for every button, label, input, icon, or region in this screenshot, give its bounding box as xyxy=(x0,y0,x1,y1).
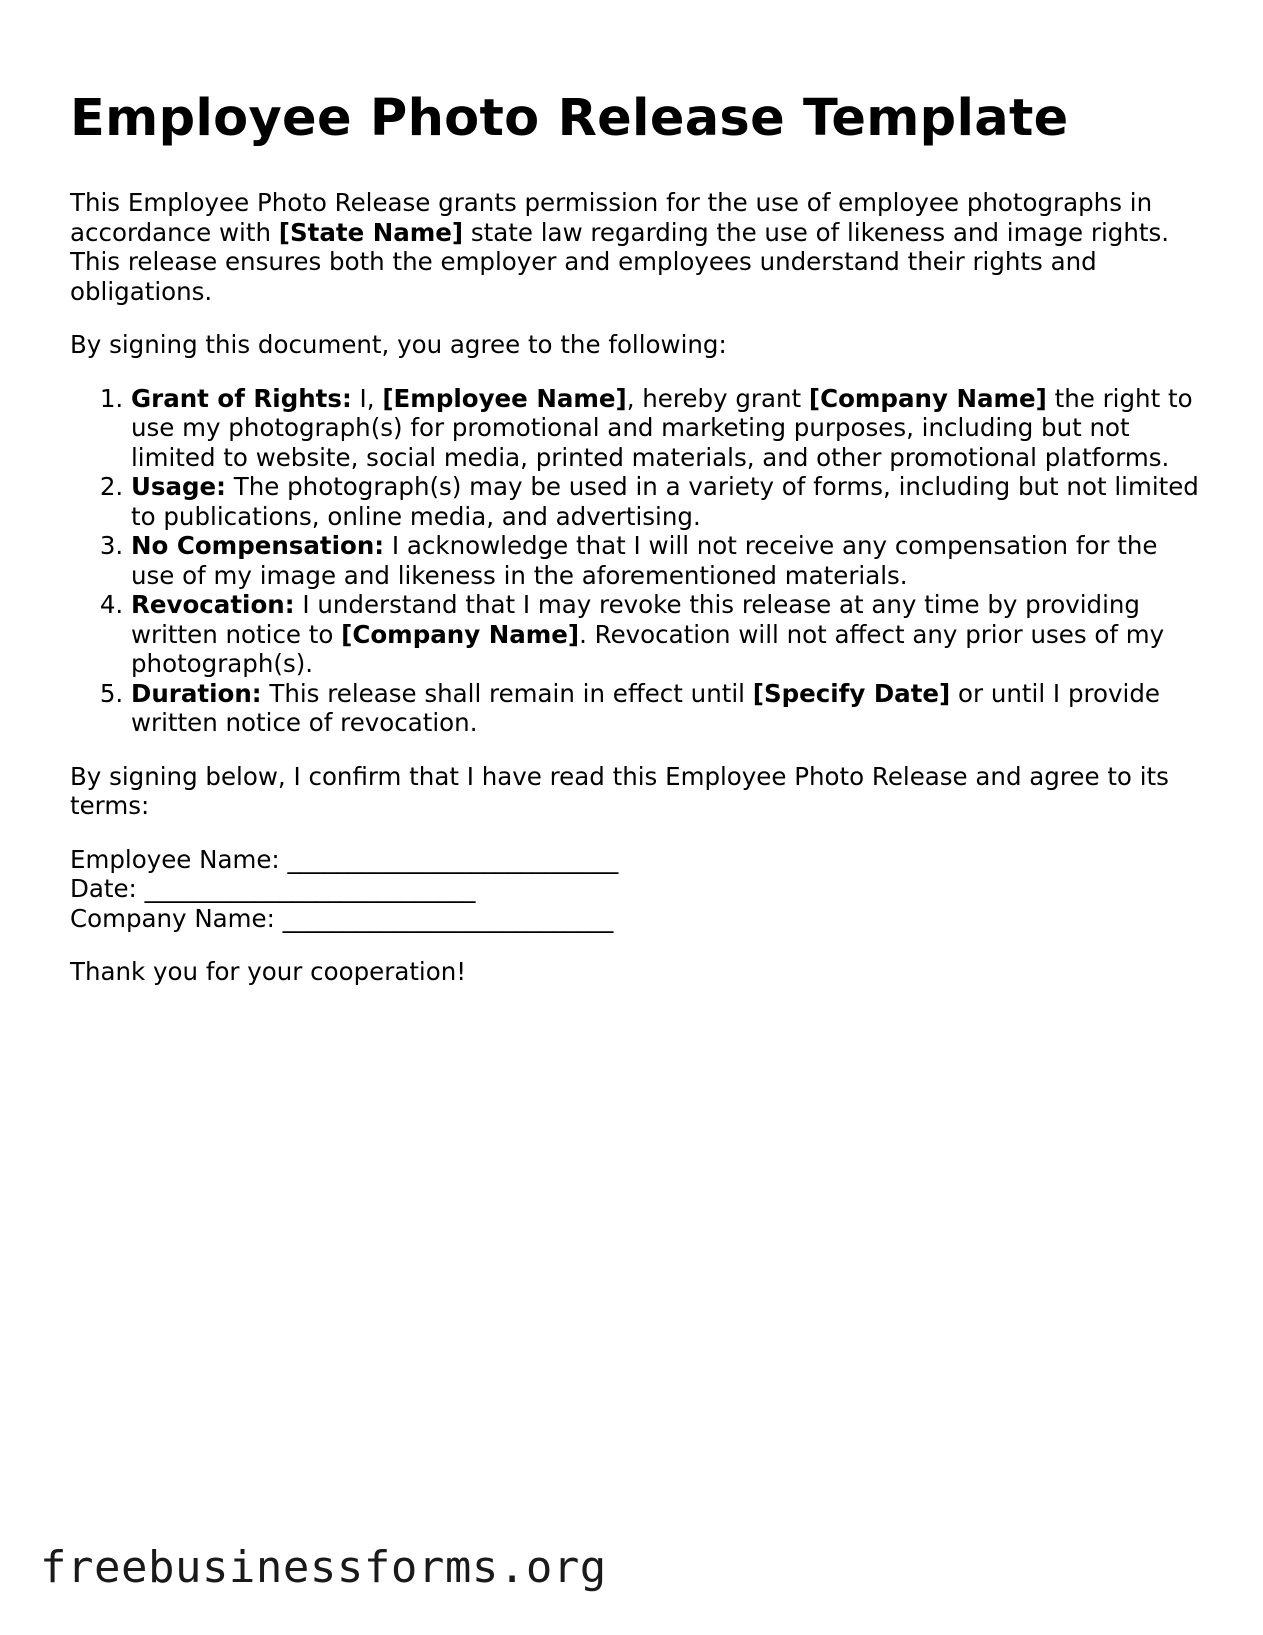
intro-text-2: state law regarding the use of likeness and image rights. This release ensures both the employer and employees understand their rights and obligations. xyxy=(70,217,1170,306)
intro-paragraph xyxy=(70,188,1200,306)
term-usage: 2. Usage: The photograph(s) may be used in a variety of forms, including but not limited to publications, online media, and advertising. xyxy=(131,472,1200,531)
footer-watermark: freebusinessforms.org xyxy=(40,1542,607,1593)
date-line[interactable]: Date: ___________________________ xyxy=(70,874,476,903)
document-page xyxy=(70,80,1200,1011)
specify-date-placeholder: [Specify Date] xyxy=(752,678,951,708)
company-name-placeholder: [Company Name] xyxy=(808,383,1047,413)
term-revocation: 4. Revocation: I understand that I may revoke this release at any time by providing written notice to [Company Name]. Revocation will not affect any prior uses of my photograph(s). xyxy=(131,590,1200,679)
company-name-line[interactable]: Company Name: ___________________________ xyxy=(70,903,614,933)
thanks-text: Thank you for your cooperation! xyxy=(70,957,467,986)
term-label: Revocation: xyxy=(131,590,295,619)
company-name-placeholder: [Company Name] xyxy=(341,619,580,649)
agree-intro: By signing this document, you agree to the following: xyxy=(70,330,727,359)
term-duration: 5. Duration: This release shall remain in effect until [Specify Date] or until I provide written notice of revocation. xyxy=(131,679,1200,738)
employee-name-placeholder: [Employee Name] xyxy=(382,383,627,413)
term-label: No Compensation: xyxy=(131,531,385,560)
signature-block xyxy=(70,845,1200,934)
page-title: Employee Photo Release Template xyxy=(70,89,1069,148)
term-no-compensation: 3. No Compensation: I acknowledge that I will not receive any compensation for the use of my image and likeness in the aforementioned materials. xyxy=(131,531,1200,590)
term-label: Duration: xyxy=(131,678,262,708)
term-label: Usage: xyxy=(131,472,226,501)
terms-list xyxy=(70,384,1200,738)
intro-text-1: This Employee Photo Release grants permission for the use of employee photographs in accordance with xyxy=(70,188,1153,247)
confirm-paragraph: By signing below, I confirm that I have read this Employee Photo Release and agree to its terms: xyxy=(70,761,1169,820)
term-label: Grant of Rights: xyxy=(131,383,352,413)
employee-name-line[interactable]: Employee Name: ___________________________ xyxy=(70,844,619,874)
state-name-placeholder: [State Name] xyxy=(278,217,464,247)
term-grant-of-rights: 1. Grant of Rights: I, [Employee Name], hereby grant [Company Name] the right to use my photograph(s) for promotional and marketing purposes, including but not limited to website, social media, printed materials, and other promotional platforms. xyxy=(131,384,1200,473)
